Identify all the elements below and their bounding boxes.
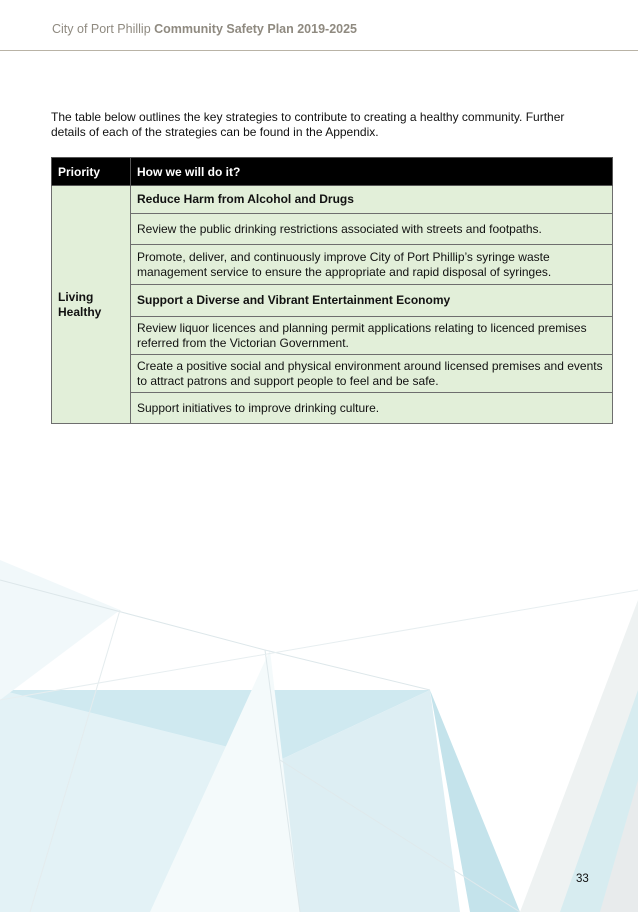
- header-org: City of Port Phillip: [52, 22, 151, 36]
- header-text: [52, 22, 357, 36]
- strategy-item: Review liquor licences and planning permit applications relating to licenced premises referred from the Victorian Government.: [131, 317, 613, 355]
- page-header: [0, 0, 638, 51]
- table-row: [52, 285, 613, 317]
- table-header-row: [52, 158, 613, 186]
- strategy-item: Create a positive social and physical environment around licensed premises and events to attract patrons and support people to feel and be safe.: [131, 355, 613, 393]
- strategy-item: Promote, deliver, and continuously improve City of Port Phillip’s syringe waste management service to ensure the appropriate and rapid disposal of syringes.: [131, 245, 613, 285]
- strategy-heading: Reduce Harm from Alcohol and Drugs: [131, 186, 613, 214]
- strategy-item: Support initiatives to improve drinking culture.: [131, 393, 613, 424]
- col-priority-header: Priority: [52, 158, 131, 186]
- table-row: [52, 245, 613, 285]
- strategies-table: [51, 157, 613, 424]
- table-row: [52, 186, 613, 214]
- strategy-item: Review the public drinking restrictions associated with streets and footpaths.: [131, 214, 613, 245]
- table-row: [52, 214, 613, 245]
- col-how-header: How we will do it?: [131, 158, 613, 186]
- table-row: [52, 317, 613, 355]
- strategy-heading: Support a Diverse and Vibrant Entertainment Economy: [131, 285, 613, 317]
- header-title: Community Safety Plan 2019-2025: [154, 22, 358, 36]
- priority-cell: Living Healthy: [52, 186, 131, 424]
- page-number: 33: [576, 873, 589, 885]
- intro-paragraph: The table below outlines the key strategies to contribute to creating a healthy community. Further details of each of the strategies can be found in the Appendix.: [51, 110, 565, 139]
- table-row: [52, 355, 613, 393]
- table-row: [52, 393, 613, 424]
